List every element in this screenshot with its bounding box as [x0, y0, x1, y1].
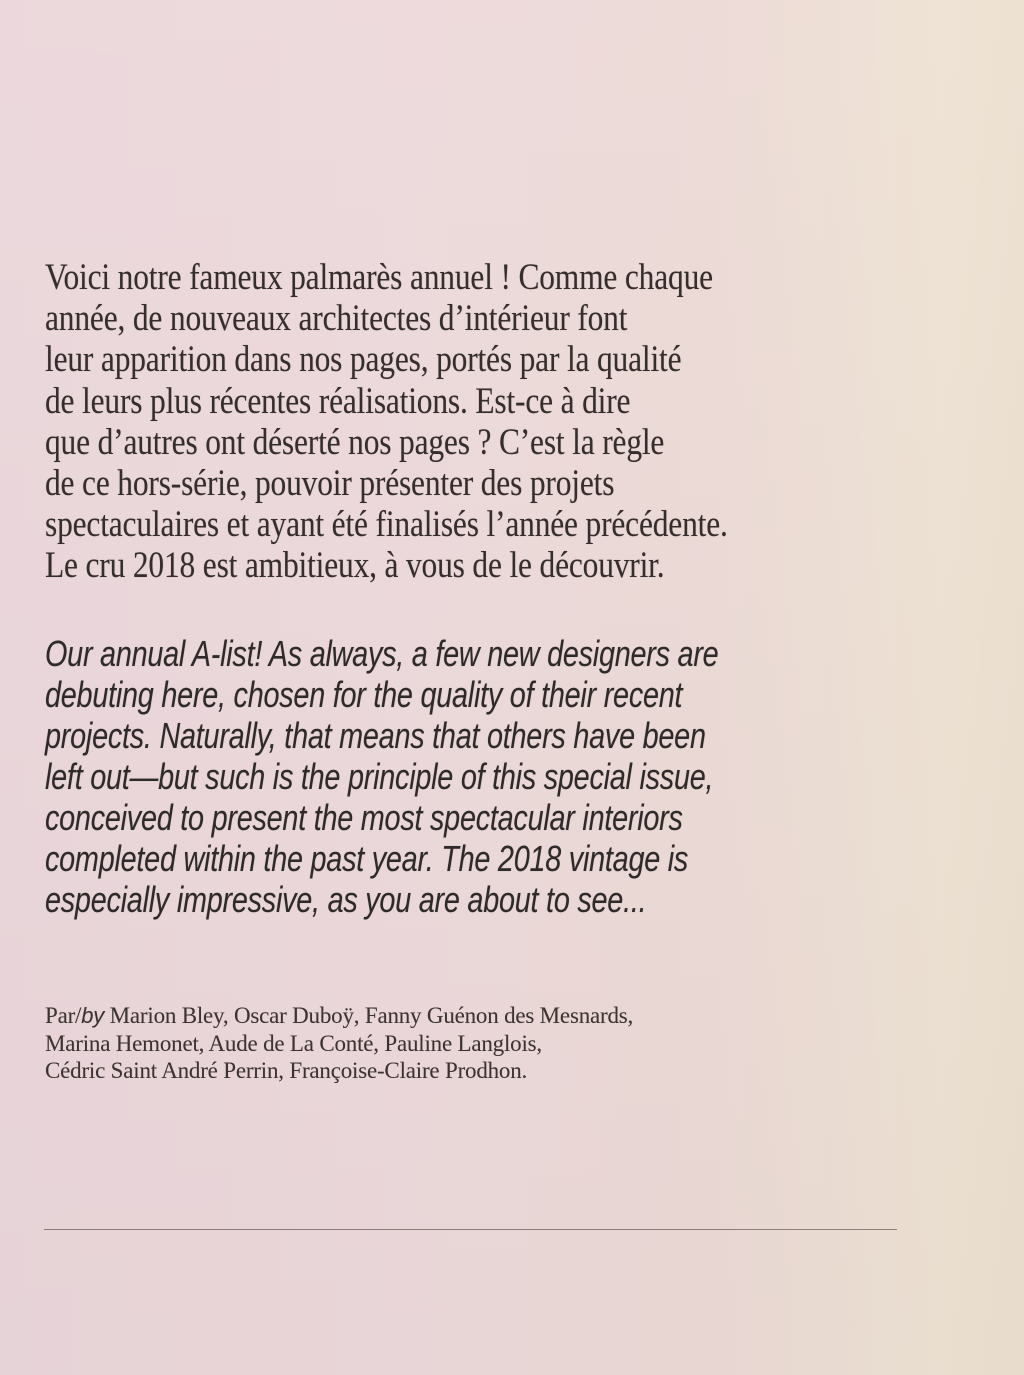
- english-text-line: completed within the past year. The 2018 vintage is: [45, 838, 689, 879]
- english-text-line: debuting here, chosen for the quality of their recent: [45, 674, 683, 715]
- french-text-line: année, de nouveaux architectes d’intérieur font: [45, 298, 628, 340]
- english-text-line: left out—but such is the principle of this special issue,: [45, 756, 714, 797]
- byline-par-label: Par/: [45, 1003, 82, 1028]
- french-text-line: de ce hors-série, pouvoir présenter des projets: [45, 463, 615, 505]
- byline-line: Cédric Saint André Perrin, Françoise-Claire Prodhon.: [45, 1058, 528, 1083]
- intro-paragraph-french: [45, 257, 728, 587]
- byline-authors: Marion Bley, Oscar Duboÿ, Fanny Guénon des Mesnards,: [109, 1003, 634, 1028]
- intro-paragraph-english: [45, 633, 718, 920]
- byline-line: [45, 1002, 633, 1030]
- french-text-line: Le cru 2018 est ambitieux, à vous de le découvrir.: [45, 545, 665, 587]
- french-text-line: spectaculaires et ayant été finalisés l’année précédente.: [45, 504, 728, 546]
- byline-line: Marina Hemonet, Aude de La Conté, Pauline Langlois,: [45, 1030, 542, 1056]
- english-text-line: projects. Naturally, that means that others have been: [45, 715, 706, 756]
- divider-rule: [44, 1229, 897, 1230]
- english-text-line: conceived to present the most spectacular interiors: [45, 797, 683, 838]
- english-text-line: especially impressive, as you are about to see...: [45, 879, 647, 920]
- english-text-line: Our annual A-list! As always, a few new designers are: [45, 633, 719, 674]
- byline-by-label: by: [81, 1003, 105, 1028]
- byline: [45, 1002, 633, 1085]
- french-text-line: que d’autres ont déserté nos pages ? C’est la règle: [45, 421, 665, 463]
- french-text-line: de leurs plus récentes réalisations. Est-ce à dire: [45, 380, 631, 422]
- french-text-line: Voici notre fameux palmarès annuel ! Comme chaque: [45, 257, 713, 298]
- french-text-line: leur apparition dans nos pages, portés par la qualité: [45, 339, 682, 381]
